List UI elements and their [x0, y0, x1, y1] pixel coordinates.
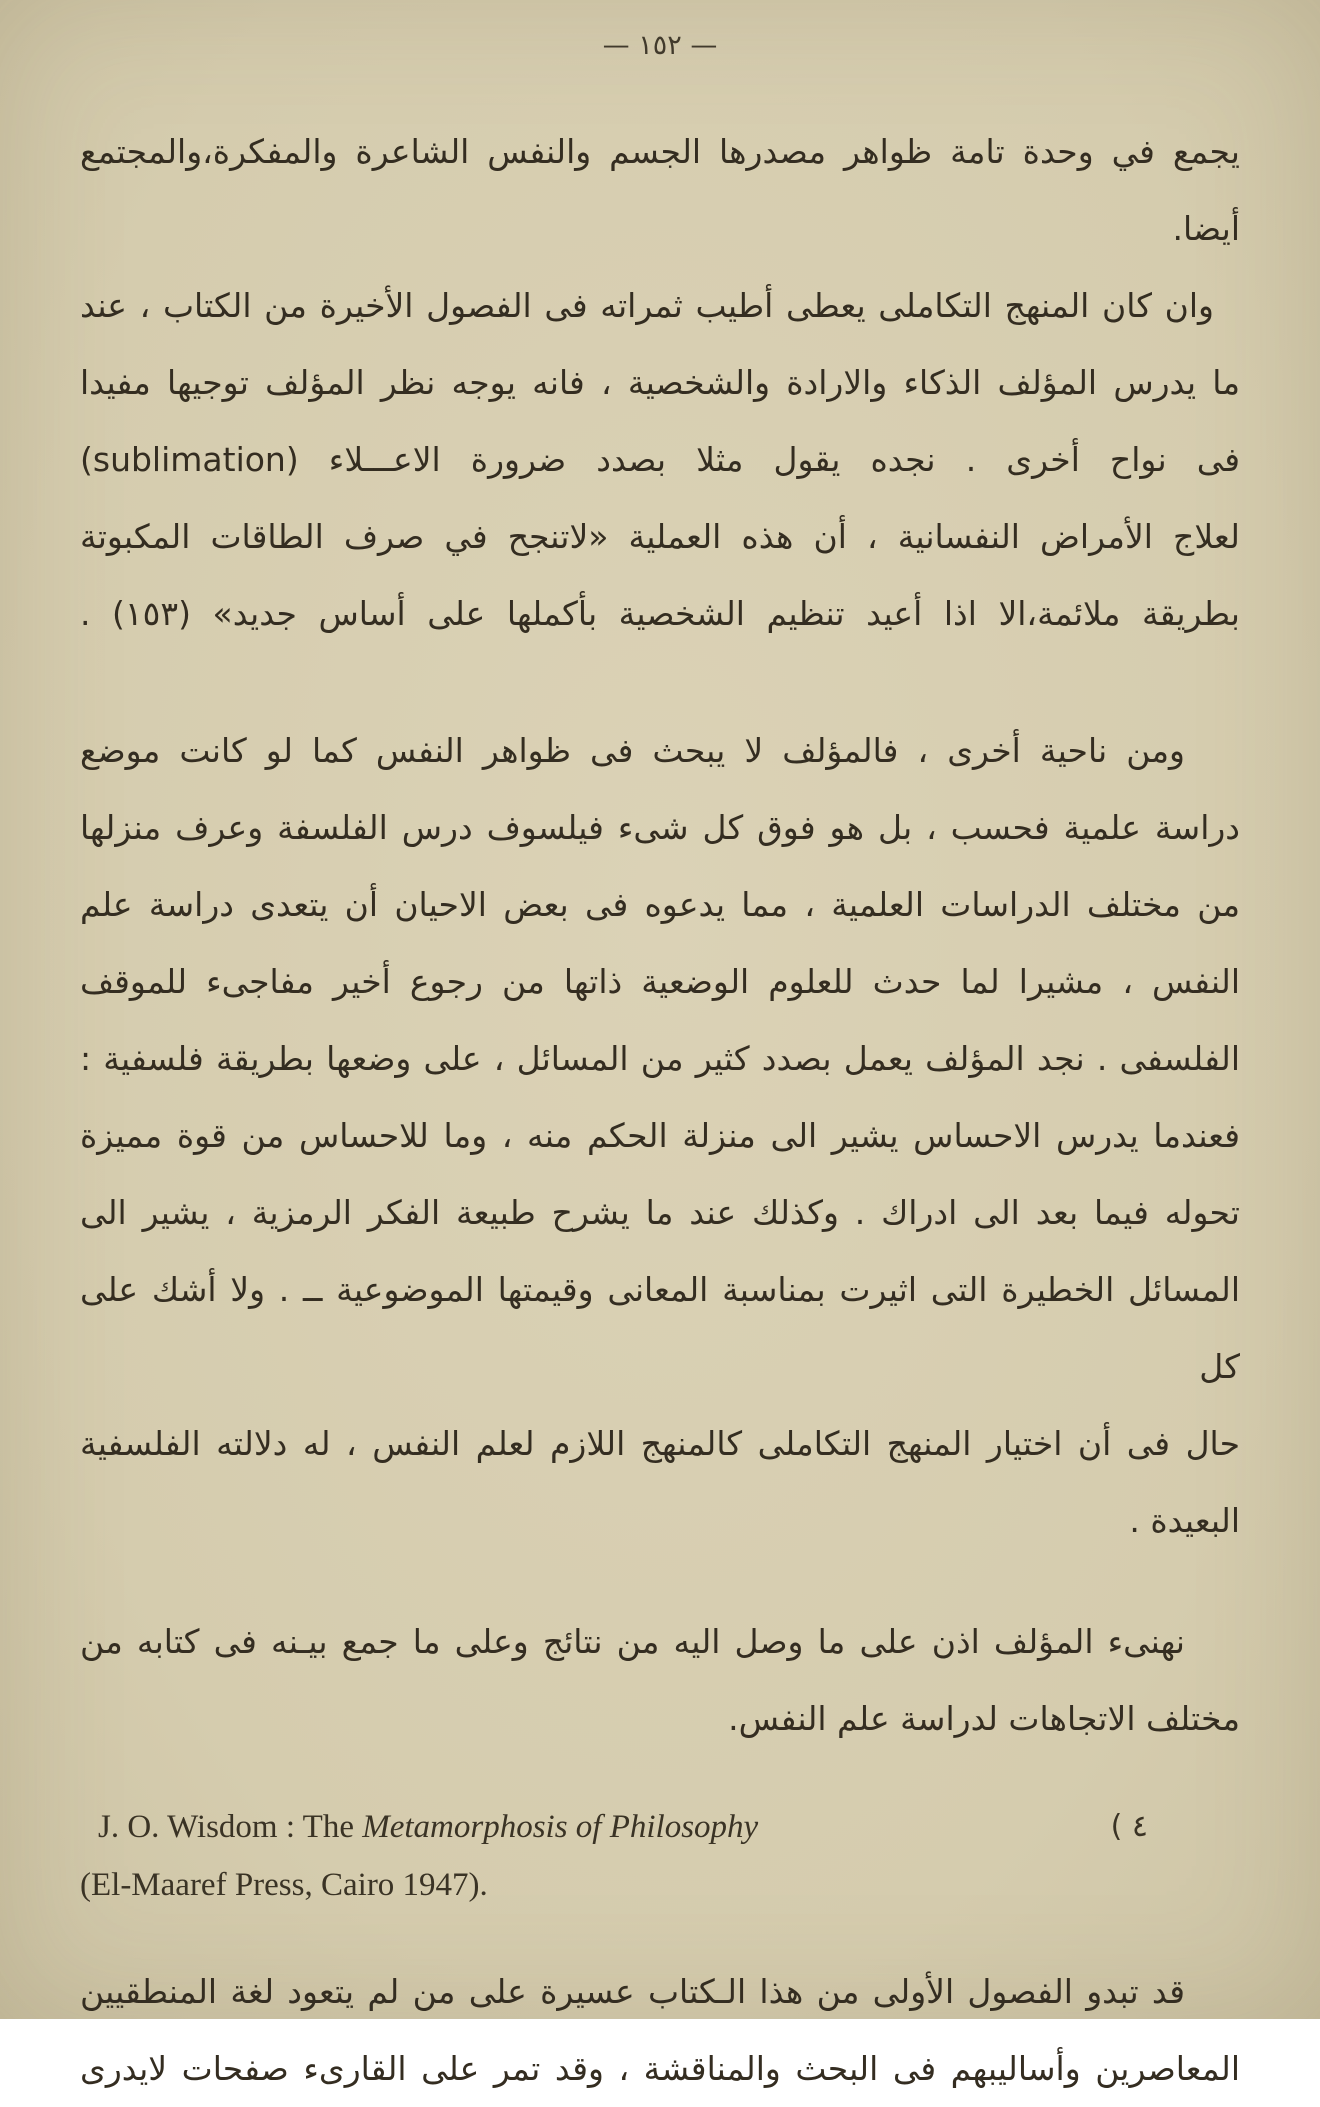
text-line: لعلاج الأمراض النفسانية ، أن هذه العملية «لاتنجح في صرف الطاقات المكبوتة — [80, 517, 1240, 556]
text-line: حال فى أن اختيار المنهج التكاملى كالمنهج اللازم لعلم النفس ، له دلالته الفلسفية — [80, 1424, 1240, 1463]
paragraph-1 — [80, 113, 1240, 652]
footnote-citation — [80, 1801, 1111, 1911]
page-body — [0, 113, 1320, 2107]
text-line: تحوله فيما بعد الى ادراك . وكذلك عند ما يشرح طبيعة الفكر الرمزية ، يشير الى — [80, 1193, 1240, 1232]
citation-title: Metamorphosis of Philosophy — [362, 1809, 759, 1845]
citation-author: J. O. Wisdom : The — [98, 1809, 363, 1845]
citation-publisher: (El-Maaref Press, Cairo 1947). — [80, 1867, 488, 1903]
footnote-marker: ( ٤ — [1110, 1809, 1148, 1844]
paragraph-4 — [80, 1953, 1240, 2107]
text-line: يجمع في وحدة تامة ظواهر مصدرها الجسم والنفس الشاعرة والمفكرة،والمجتمع أيضا. — [80, 132, 1240, 248]
text-line: ومن ناحية أخرى ، فالمؤلف لا يبحث فى ظواهر النفس كما لو كانت موضع — [80, 731, 1185, 770]
text-line: مختلف الاتجاهات لدراسة علم النفس. — [728, 1699, 1240, 1738]
text-line: المعاصرين وأساليبهم فى البحث والمناقشة ، وقد تمر على القارىء صفحات لايدرى — [80, 2049, 1240, 2088]
paragraph-2 — [80, 712, 1240, 1559]
footnote — [80, 1801, 1240, 1911]
text-line: النفس ، مشيرا لما حدث للعلوم الوضعية ذاتها من رجوع أخير مفاجىء للموقف — [80, 962, 1240, 1001]
page-number: — ١٥٢ — — [602, 30, 718, 61]
text-line: من مختلف الدراسات العلمية ، مما يدعوه فى بعض الاحيان أن يتعدى دراسة علم — [80, 885, 1240, 924]
text-line: دراسة علمية فحسب ، بل هو فوق كل شىء فيلسوف درس الفلسفة وعرف منزلها — [80, 808, 1240, 847]
text-line: ما يدرس المؤلف الذكاء والارادة والشخصية ، فانه يوجه نظر المؤلف توجيها مفيدا — [80, 363, 1240, 402]
text-line: قد تبدو الفصول الأولى من هذا الـكتاب عسيرة على من لم يتعود لغة المنطقيين — [80, 1972, 1185, 2011]
text-line: فى نواح أخرى . نجده يقول مثلا بصدد ضرورة الاعـــلاء (sublimation) — [80, 440, 1240, 479]
text-line: نهنىء المؤلف اذن على ما وصل اليه من نتائج وعلى ما جمع بيـنه فى كتابه من — [80, 1622, 1185, 1661]
text-line: الفلسفى . نجد المؤلف يعمل بصدد كثير من المسائل ، على وضعها بطريقة فلسفية : — [80, 1039, 1240, 1078]
text-line: بطريقة ملائمة،الا اذا أعيد تنظيم الشخصية بأكملها على أساس جديد» (١٥٣) . — [80, 594, 1240, 633]
text-line: البعيدة . — [1129, 1501, 1240, 1540]
text-line: فعندما يدرس الاحساس يشير الى منزلة الحكم منه ، وما للاحساس من قوة مميزة — [80, 1116, 1240, 1155]
paragraph-3 — [80, 1603, 1240, 1757]
text-line: المسائل الخطيرة التى اثيرت بمناسبة المعانى وقيمتها الموضوعية ــ . ولا أشك على كل — [80, 1270, 1240, 1386]
text-line: وان كان المنهج التكاملى يعطى أطيب ثمراته فى الفصول الأخيرة من الكتاب ، عند — [80, 286, 1214, 325]
